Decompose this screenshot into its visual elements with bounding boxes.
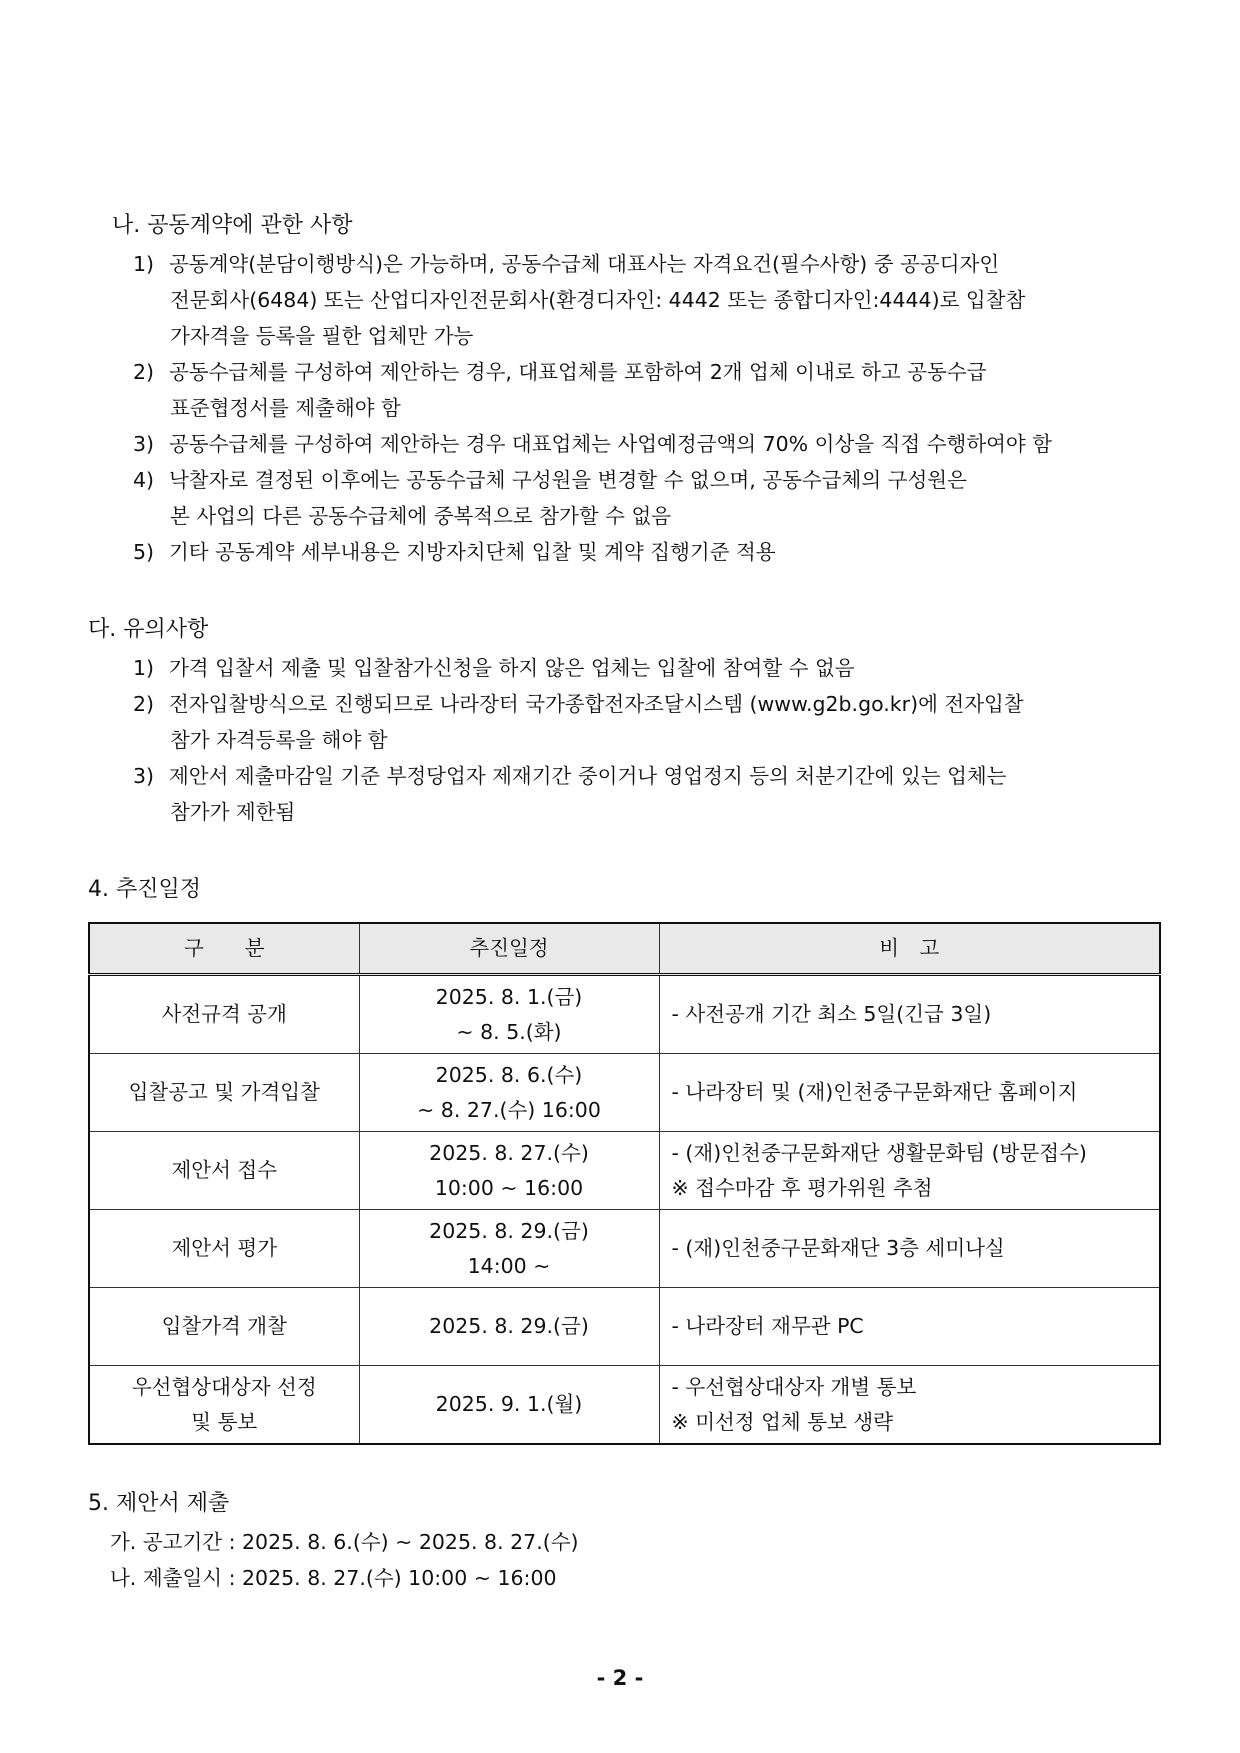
section-title-joint-contract: 나. 공동계약에 관한 사항 (112, 213, 353, 238)
row-date: 2025. 8. 27.(수) 10:00 ~ 16:00 (359, 1132, 659, 1210)
joint-contract-item-2: 2) 공동수급체를 구성하여 제안하는 경우, 대표업체를 포함하여 2개 업체 이내로 하고 공동수급 표준협정서를 제출해야 함 (133, 360, 987, 420)
table-row (89, 1288, 1160, 1366)
row-note: - 나라장터 및 (재)인천중구문화재단 홈페이지 (659, 1054, 1160, 1132)
row-category: 제안서 접수 (89, 1132, 359, 1210)
submission-datetime: 나. 제출일시 : 2025. 8. 27.(수) 10:00 ~ 16:00 (110, 1566, 557, 1590)
joint-contract-item-1: 1) 공동계약(분담이행방식)은 가능하며, 공동수급체 대표사는 자격요건(필수사항) 중 공공디자인 전문회사(6484) 또는 산업디자인전문회사(환경디자인: 4442 또는 종합디자인:4444)로 입찰참 가자격을 등록을 필한 업체만 가능 (133, 252, 1026, 348)
table-row (89, 1210, 1160, 1288)
table-row (89, 1054, 1160, 1132)
notes-item-2: 2) 전자입찰방식으로 진행되므로 나라장터 국가종합전자조달시스템 (www.g2b.go.kr)에 전자입찰 참가 자격등록을 해야 함 (133, 692, 1024, 752)
row-note: - 나라장터 재무관 PC (659, 1288, 1160, 1366)
row-category: 사전규격 공개 (89, 975, 359, 1054)
header-remarks: 비 고 (659, 923, 1160, 975)
row-note: - 사전공개 기간 최소 5일(긴급 3일) (659, 975, 1160, 1054)
submission-period: 가. 공고기간 : 2025. 8. 6.(수) ~ 2025. 8. 27.(수) (110, 1530, 579, 1554)
row-date: 2025. 8. 29.(금) (359, 1288, 659, 1366)
section-title-schedule: 4. 추진일정 (88, 877, 201, 902)
row-date: 2025. 8. 1.(금) ~ 8. 5.(화) (359, 975, 659, 1054)
row-note: - 우선협상대상자 개별 통보 ※ 미선정 업체 통보 생략 (659, 1366, 1160, 1445)
row-date: 2025. 8. 29.(금) 14:00 ~ (359, 1210, 659, 1288)
schedule-table (88, 922, 1161, 1445)
header-schedule: 추진일정 (359, 923, 659, 975)
section-title-proposal-submission: 5. 제안서 제출 (88, 1491, 230, 1516)
row-note: - (재)인천중구문화재단 3층 세미나실 (659, 1210, 1160, 1288)
row-category: 우선협상대상자 선정 및 통보 (89, 1366, 359, 1445)
notes-item-1: 1) 가격 입찰서 제출 및 입찰참가신청을 하지 않은 업체는 입찰에 참여할 수 없음 (133, 656, 855, 680)
notes-item-3: 3) 제안서 제출마감일 기준 부정당업자 제재기간 중이거나 영업정지 등의 처분기간에 있는 업체는 참가가 제한됨 (133, 764, 1007, 824)
table-header-row (89, 923, 1160, 975)
joint-contract-item-5: 5) 기타 공동계약 세부내용은 지방자치단체 입찰 및 계약 집행기준 적용 (133, 540, 776, 564)
row-category: 입찰공고 및 가격입찰 (89, 1054, 359, 1132)
table-row (89, 975, 1160, 1054)
row-date: 2025. 8. 6.(수) ~ 8. 27.(수) 16:00 (359, 1054, 659, 1132)
section-title-notes: 다. 유의사항 (88, 617, 209, 642)
header-category: 구 분 (89, 923, 359, 975)
row-note: - (재)인천중구문화재단 생활문화팀 (방문접수) ※ 접수마감 후 평가위원 추첨 (659, 1132, 1160, 1210)
row-category: 입찰가격 개찰 (89, 1288, 359, 1366)
table-row (89, 1366, 1160, 1445)
table-row (89, 1132, 1160, 1210)
joint-contract-item-4: 4) 낙찰자로 결정된 이후에는 공동수급체 구성원을 변경할 수 없으며, 공동수급체의 구성원은 본 사업의 다른 공동수급체에 중복적으로 참가할 수 없음 (133, 468, 967, 528)
page-number: - 2 - (596, 1666, 644, 1690)
joint-contract-item-3: 3) 공동수급체를 구성하여 제안하는 경우 대표업체는 사업예정금액의 70% 이상을 직접 수행하여야 함 (133, 432, 1053, 456)
row-category: 제안서 평가 (89, 1210, 359, 1288)
row-date: 2025. 9. 1.(월) (359, 1366, 659, 1445)
